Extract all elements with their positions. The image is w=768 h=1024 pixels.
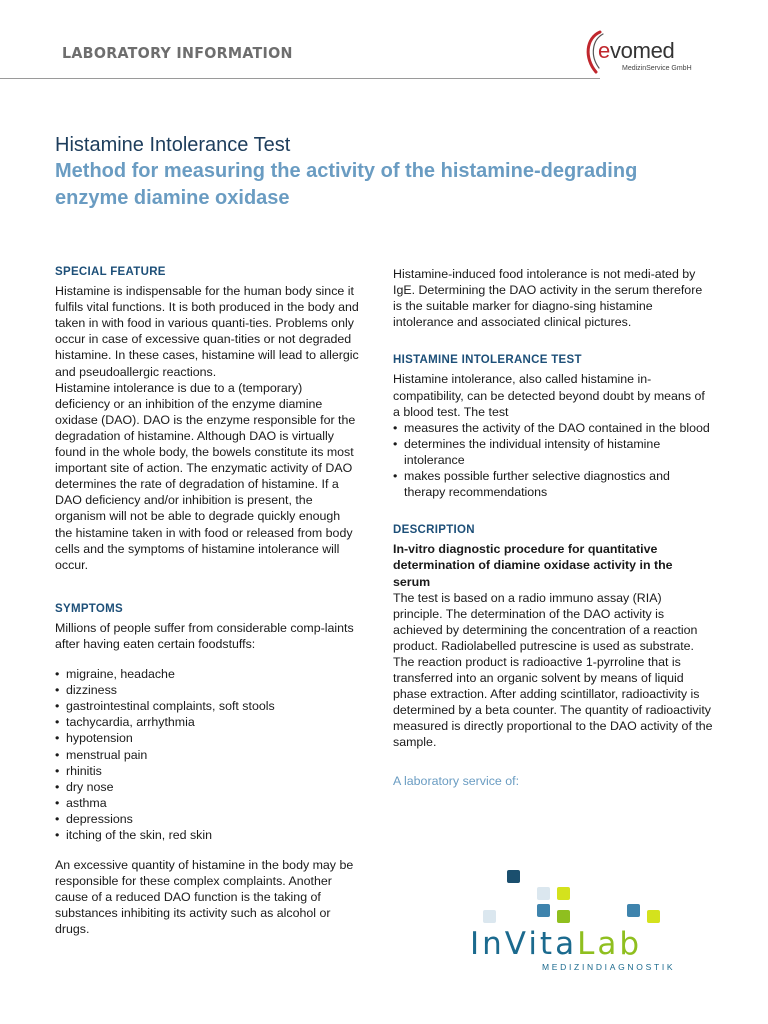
intro-paragraph: Histamine-induced food intolerance is not medi-ated by IgE. Determining the DAO activity in the serum therefore is the suitable marker for diagno-sing histamine intolerance and associated clinical pictures. [393, 267, 703, 330]
symptoms-list [55, 666, 360, 843]
list-item: • hypotension [55, 730, 360, 746]
special-feature-heading: SPECIAL FEATURE [55, 266, 166, 278]
left-column [55, 264, 360, 938]
header-divider [0, 78, 600, 79]
logo-square [507, 870, 520, 883]
invitalab-tagline: MEDIZINDIAGNOSTIK [542, 962, 676, 972]
list-item: • dizziness [55, 682, 360, 698]
list-item: • measures the activity of the DAO contained in the blood [393, 420, 713, 436]
symptoms-heading: SYMPTOMS [55, 602, 124, 615]
description-subtitle: In-vitro diagnostic procedure for quantitative determination of diamine oxidase activity in the serum [393, 542, 673, 589]
description-heading: DESCRIPTION [393, 524, 475, 537]
list-item: • dry nose [55, 779, 360, 795]
symptoms-intro: Millions of people suffer from considerable comp-laints after having eaten certain foodstuffs: [55, 620, 354, 651]
list-item: • determines the individual intensity of histamine intolerance [393, 436, 713, 468]
logo-square [537, 887, 550, 900]
right-column [393, 266, 713, 789]
intolerance-test-paragraph: Histamine intolerance, also called histamine in-compatibility, can be detected beyond doubt by means of a blood test. The test [393, 372, 705, 419]
list-item: • tachycardia, arrhythmia [55, 714, 360, 730]
invitalab-wordmark: InVitaLab [470, 926, 643, 962]
service-of-label: A laboratory service of: [393, 773, 520, 788]
title-block [55, 132, 715, 212]
list-item: • menstrual pain [55, 747, 360, 763]
page-title: Histamine Intolerance Test [55, 134, 291, 156]
symptoms-outro: An excessive quantity of histamine in the body may be responsible for these complex complaints. Another cause of a reduced DAO function is the taking of substances inhibiting its activity such as alcohol or drugs. [55, 858, 354, 937]
invitalab-logo [470, 868, 700, 978]
test-list [393, 420, 713, 500]
logo-square [647, 910, 660, 923]
evomed-subtitle: MedizinService GmbH [622, 65, 692, 72]
special-feature-paragraph-1: Histamine is indispensable for the human body since it fulfils vital functions. It is both produced in the body and taken in with food in various quanti-ties. Problems only occur in case of excessive quan-tities or not degraded histamine. In these cases, histamine will lead to allergic and pseudoallergic reactions. [55, 284, 359, 379]
special-feature-paragraph-2: Histamine intolerance is due to a (temporary) deficiency or an inhibition of the enzyme diamine oxidase (DAO). DAO is the enzyme responsible for the degradation of histamine. Although DAO is virtually found in the whole body, the bowels constitute its most important site of action. The enzymatic activity of DAO determines the rate of degradation of histamine. If a DAO deficiency and/or inhibition is present, the organism will not be able to degrade quickly enough the histamine taken in with food or released from body cells and the symptoms of histamine intolerance will occur. [55, 380, 356, 572]
logo-square [557, 910, 570, 923]
description-paragraph: The test is based on a radio immuno assay (RIA) principle. The determination of the DAO activity is achieved by determining the concentration of a reaction product. Radiolabelled putrescine is used as substrate. The reaction product is radioactive 1-pyrroline that is transferred into an organic solvent by means of liquid phase extraction. After adding scintillator, radioactivity is determined by a beta counter. The quantity of radioactivity measured is directly proportional to the DAO activity of the sample. [393, 590, 713, 750]
list-item: • gastrointestinal complaints, soft stools [55, 698, 360, 714]
list-item: • depressions [55, 811, 360, 827]
list-item: • makes possible further selective diagnostics and therapy recommendations [393, 468, 713, 500]
list-item: • asthma [55, 795, 360, 811]
intolerance-test-heading: HISTAMINE INTOLERANCE TEST [393, 354, 582, 367]
page-subtitle: Method for measuring the activity of the histamine-degrading enzyme diamine oxidase [55, 160, 638, 209]
list-item: • migraine, headache [55, 666, 360, 682]
logo-square [627, 904, 640, 917]
logo-square [537, 904, 550, 917]
evomed-wordmark: evomed [598, 38, 675, 63]
section-label: LABORATORY INFORMATION [62, 44, 293, 62]
list-item: • itching of the skin, red skin [55, 827, 360, 843]
page-header [0, 0, 768, 100]
logo-square [483, 910, 496, 923]
evomed-logo [580, 28, 710, 78]
list-item: • rhinitis [55, 763, 360, 779]
logo-square [557, 887, 570, 900]
